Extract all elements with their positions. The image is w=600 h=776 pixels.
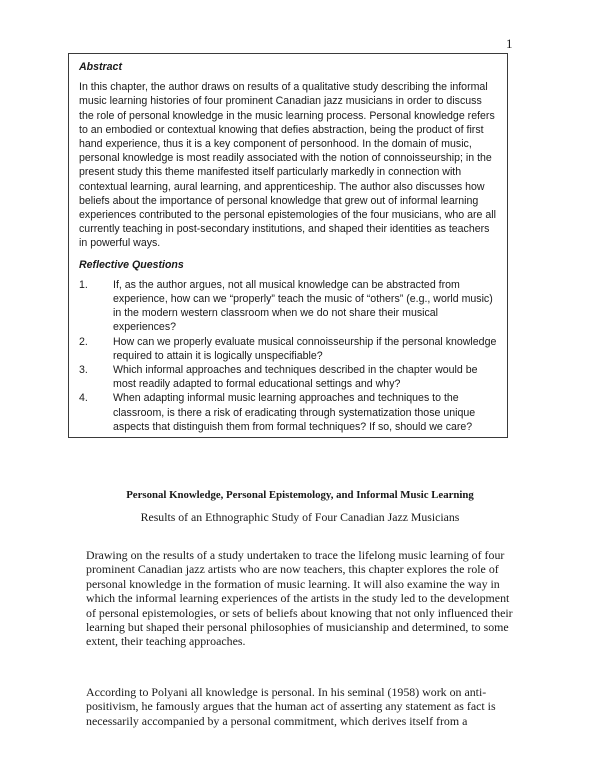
question-item — [79, 391, 497, 434]
question-number: 4. — [79, 392, 88, 405]
question-text: How can we properly evaluate musical connoisseurship if the personal knowledge required to attain it is logically unspecifiable? — [113, 335, 497, 362]
paper-subtitle: Results of an Ethnographic Study of Four Canadian Jazz Musicians — [140, 510, 460, 524]
questions-heading: Reflective Questions — [79, 258, 184, 271]
body-paragraph: According to Polyani all knowledge is personal. In his seminal (1958) work on anti-positivism, he famously argues that the human act of asserting any statement as fact is necessarily accompanied by a personal commitment, which derives itself from a — [86, 685, 496, 728]
question-text: When adapting informal music learning approaches and techniques to the classroom, is there a risk of eradicating through systematization those unique aspects that distinguish them from formal techniques? If so, should we care? — [113, 392, 476, 433]
question-text: Which informal approaches and techniques described in the chapter would be most readily adapted to formal educational settings and why? — [113, 364, 478, 391]
question-item — [79, 363, 497, 391]
question-number: 3. — [79, 364, 88, 377]
question-number: 2. — [79, 335, 88, 348]
abstract-box — [68, 53, 508, 438]
page-number: 1 — [506, 36, 513, 51]
question-number: 1. — [79, 278, 88, 291]
paper-title: Personal Knowledge, Personal Epistemology, and Informal Music Learning — [126, 489, 474, 501]
abstract-text: In this chapter, the author draws on results of a qualitative study describing the informal music learning histories of four prominent Canadian jazz musicians in order to discuss the role of personal knowledge in the music learning process. Personal knowledge refers to an embodied or contextual knowing that defies abstraction, being the product of first hand experience, thus it is a key component of personhood. In the domain of music, personal knowledge is most readily associated with the notion of connoisseurship; in the present study this theme manifested itself particularly markedly in connection with contextual learning, aural learning, and apprenticeship. The author also discusses how beliefs about the importance of personal knowledge that grew out of informal learning experiences contributed to the personal epistemologies of the four musicians, who are all currently teaching in post-secondary institutions, and shaped their identities as teachers in powerful ways. — [79, 81, 496, 250]
body-paragraph: Drawing on the results of a study undertaken to trace the lifelong music learning of four prominent Canadian jazz artists who are now teachers, this chapter explores the role of personal knowledge in the formation of music learning. It will also examine the way in which the informal learning experiences of the artists in the study led to the development of personal epistemologies, or sets of beliefs about knowing that not only influenced their learning but shaped their personal philosophies of musicianship and determined, to some extent, their teaching approaches. — [86, 548, 513, 649]
question-text: If, as the author argues, not all musical knowledge can be abstracted from experience, how can we “properly” teach the music of “others” (e.g., world music) in the modern western classroom when we do not share their musical experiences? — [113, 278, 493, 334]
question-item — [79, 335, 497, 363]
abstract-heading: Abstract — [79, 61, 122, 73]
question-item — [79, 278, 497, 335]
questions-list — [79, 278, 497, 434]
